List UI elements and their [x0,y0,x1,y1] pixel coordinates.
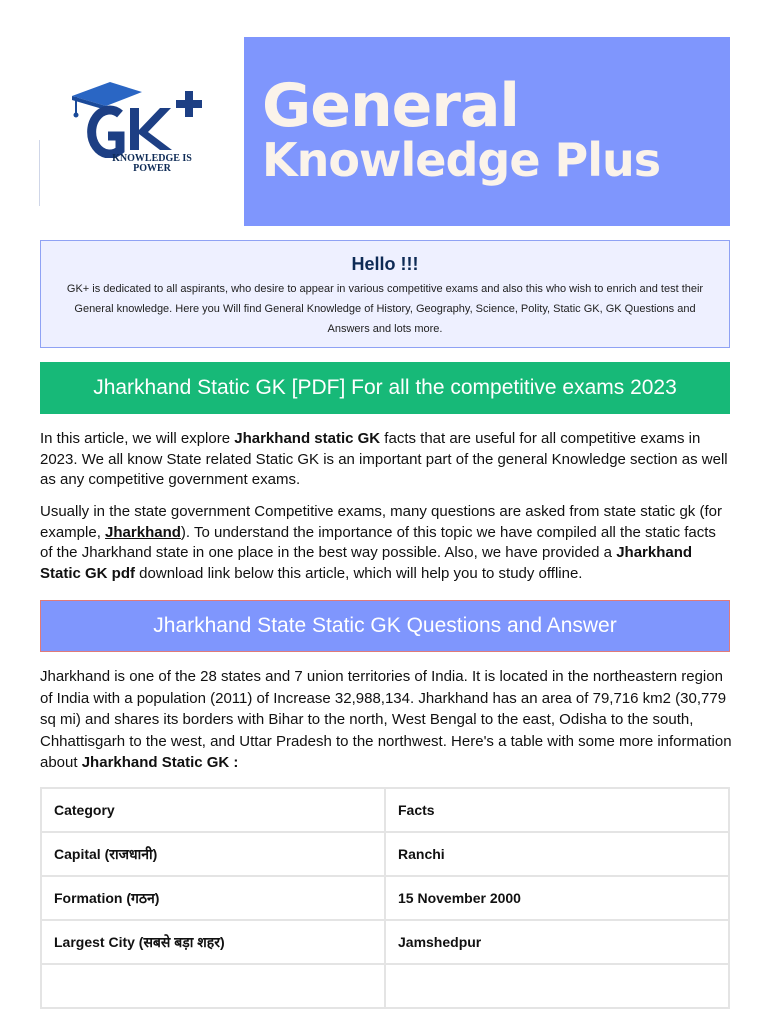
table-cell: Capital (राजधानी) [41,832,385,876]
article-heading: Jharkhand Static GK [PDF] For all the competitive exams 2023 [40,362,730,414]
table-cell [385,964,729,1008]
paragraph-text: facts that are useful for all competitive exams in 2023. We all know State related Static GK is an important part of the general Knowledge section as well as any competitive government exams. [40,430,728,488]
paragraph-bold-text: Jharkhand Static GK pdf [40,544,693,582]
paragraph-bold-text: Jharkhand static GK [234,430,381,447]
site-logo[interactable] [40,38,244,206]
banner-title-line2: Knowledge Plus [262,133,661,187]
table-cell: Largest City (सबसे बड़ा शहर) [41,920,385,964]
table-header-cell: Facts [385,788,729,832]
paragraph-text: In this article, we will explore [40,430,235,447]
intro-title: Hello !!! [351,254,419,274]
paragraph-text: download link below this article, which will help you to study offline. [135,564,583,582]
logo-tagline [82,154,222,174]
table-row [41,876,729,920]
table-cell: Formation (गठन) [41,876,385,920]
paragraph-text: Jharkhand is one of the 28 states and 7 union territories of India. It is located in the northeastern region of India with a population (2011) of Increase 32,988,134. Jharkhand has an area of 79,716 km2 (30,779 sq mi) and shares its borders with Bihar to the north, West Bengal to the east, Odisha to the south, Chhattisgarh to the west, and Uttar Pradesh to the northwest. Here's a table with some more information about [40,668,732,771]
article-paragraph-1 [40,429,732,491]
table-row [41,832,729,876]
table-cell: Ranchi [385,832,729,876]
article-paragraph-3 [40,666,732,774]
article-paragraph-2 [40,502,732,584]
logo-tagline-line2: POWER [133,163,171,174]
table-cell: 15 November 2000 [385,876,729,920]
table-header-row [41,788,729,832]
banner-foot-divider [244,206,250,207]
paragraph-bold-text: Jharkhand Static GK : [81,754,239,771]
graduation-cap-logo-icon [62,78,222,158]
table-row [41,920,729,964]
table-row [41,964,729,1008]
facts-table [40,787,730,1009]
table-cell: Jamshedpur [385,920,729,964]
section-heading: Jharkhand State Static GK Questions and Answer [40,600,730,652]
table-cell [41,964,385,1008]
logo-divider [39,140,40,206]
paragraph-text: ). To understand the importance of this topic we have compiled all the static facts of the Jharkhand state in one place in the best way possible. Also, we have provided a [40,523,716,561]
intro-box [40,240,730,348]
jharkhand-link[interactable]: Jharkhand [105,523,181,541]
paragraph-text: Usually in the state government Competitive exams, many questions are asked from state static gk (for example, [40,503,722,541]
table-header-cell: Category [41,788,385,832]
site-banner [244,37,730,226]
intro-text: GK+ is dedicated to all aspirants, who desire to appear in various competitive exams and also this who wish to enrich and test their General knowledge. Here you Will find General Knowledge of History, Geography, Science, Polity, Static GK, GK Questions and Answers and lots more. [66,283,704,335]
banner-title-line1: General [262,71,519,141]
logo-tagline-line1: KNOWLEDGE IS [112,153,192,164]
